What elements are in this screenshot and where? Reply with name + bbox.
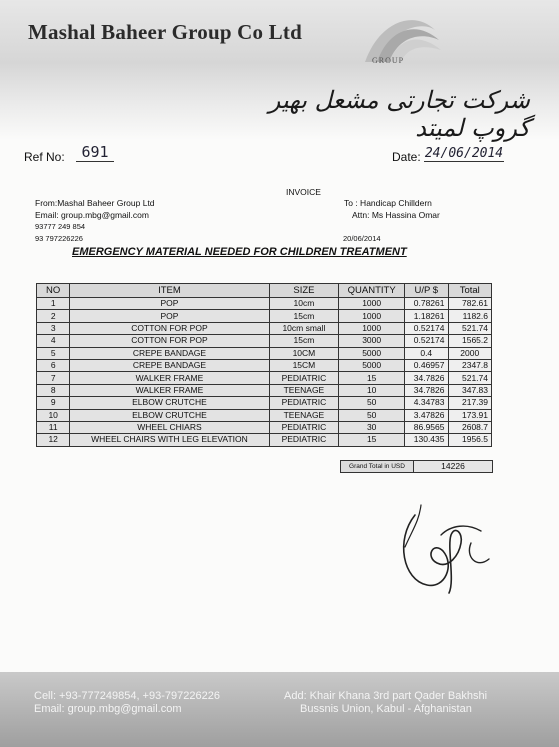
cell-unit-price: 86.9565 bbox=[405, 421, 448, 433]
cell-no: 7 bbox=[37, 372, 70, 384]
table-row bbox=[37, 310, 492, 322]
phone-line-1: 93777 249 854 bbox=[35, 222, 86, 231]
footer-address-2: Bussnis Union, Kabul - Afghanistan bbox=[300, 703, 472, 715]
cell-quantity: 10 bbox=[339, 384, 405, 396]
signature bbox=[385, 485, 505, 605]
items-table bbox=[36, 283, 492, 447]
from-line: From:Mashal Baheer Group Ltd bbox=[35, 198, 155, 208]
cell-quantity: 3000 bbox=[339, 335, 405, 347]
col-total: Total bbox=[448, 284, 492, 298]
cell-quantity: 1000 bbox=[339, 322, 405, 334]
cell-unit-price: 0.4 bbox=[405, 347, 448, 359]
cell-quantity: 50 bbox=[339, 409, 405, 421]
cell-size: 15cm bbox=[269, 335, 339, 347]
cell-quantity: 1000 bbox=[339, 310, 405, 322]
cell-quantity: 5000 bbox=[339, 347, 405, 359]
cell-size: 10cm small bbox=[269, 322, 339, 334]
to-line: To : Handicap Chilldern bbox=[344, 198, 432, 208]
table-row bbox=[37, 397, 492, 409]
cell-quantity: 1000 bbox=[339, 298, 405, 310]
cell-item: CREPE BANDAGE bbox=[70, 359, 269, 371]
cell-total: 782.61 bbox=[448, 298, 492, 310]
cell-item: WHEEL CHIARS bbox=[70, 421, 269, 433]
col-unit-price: U/P $ bbox=[405, 284, 448, 298]
cell-unit-price: 1.18261 bbox=[405, 310, 448, 322]
cell-unit-price: 34.7826 bbox=[405, 372, 448, 384]
cell-total: 1182.6 bbox=[448, 310, 492, 322]
cell-total: 2608.7 bbox=[448, 421, 492, 433]
table-row bbox=[37, 434, 492, 446]
cell-no: 6 bbox=[37, 359, 70, 371]
cell-quantity: 5000 bbox=[339, 359, 405, 371]
cell-item: CREPE BANDAGE bbox=[70, 347, 269, 359]
cell-no: 12 bbox=[37, 434, 70, 446]
cell-size: 15cm bbox=[269, 310, 339, 322]
date-value: 24/06/2014 bbox=[424, 146, 504, 161]
cell-unit-price: 4.34783 bbox=[405, 397, 448, 409]
cell-size: PEDIATRIC bbox=[269, 372, 339, 384]
cell-unit-price: 3.47826 bbox=[405, 409, 448, 421]
cell-total: 1956.5 bbox=[448, 434, 492, 446]
cell-size: TEENAGE bbox=[269, 409, 339, 421]
ref-value: 691 bbox=[76, 143, 114, 162]
grand-total-value: 14226 bbox=[413, 460, 493, 473]
cell-quantity: 15 bbox=[339, 434, 405, 446]
table-row bbox=[37, 409, 492, 421]
cell-total: 217.39 bbox=[448, 397, 492, 409]
cell-size: 15CM bbox=[269, 359, 339, 371]
cell-total: 521.74 bbox=[448, 322, 492, 334]
cell-total: 2347.8 bbox=[448, 359, 492, 371]
cell-unit-price: 34.7826 bbox=[405, 384, 448, 396]
cell-no: 5 bbox=[37, 347, 70, 359]
col-quantity: QUANTITY bbox=[339, 284, 405, 298]
cell-quantity: 15 bbox=[339, 372, 405, 384]
cell-no: 11 bbox=[37, 421, 70, 433]
col-size: SIZE bbox=[269, 284, 339, 298]
cell-unit-price: 0.52174 bbox=[405, 322, 448, 334]
company-name: Mashal Baheer Group Co Ltd bbox=[28, 20, 302, 44]
phone-line-2: 93 797226226 bbox=[35, 234, 83, 243]
date-label: Date: bbox=[392, 150, 421, 164]
cell-item: ELBOW CRUTCHE bbox=[70, 397, 269, 409]
table-row bbox=[37, 347, 492, 359]
cell-no: 1 bbox=[37, 298, 70, 310]
cell-quantity: 30 bbox=[339, 421, 405, 433]
table-row bbox=[37, 335, 492, 347]
cell-no: 4 bbox=[37, 335, 70, 347]
table-row bbox=[37, 298, 492, 310]
invoice-heading: EMERGENCY MATERIAL NEEDED FOR CHILDREN TREATMENT bbox=[72, 246, 407, 258]
cell-item: COTTON FOR POP bbox=[70, 322, 269, 334]
attn-line: Attn: Ms Hassina Omar bbox=[352, 210, 440, 220]
cell-no: 3 bbox=[37, 322, 70, 334]
cell-unit-price: 130.435 bbox=[405, 434, 448, 446]
cell-no: 8 bbox=[37, 384, 70, 396]
table-row bbox=[37, 384, 492, 396]
cell-size: PEDIATRIC bbox=[269, 434, 339, 446]
cell-total: 521.74 bbox=[448, 372, 492, 384]
cell-item: POP bbox=[70, 298, 269, 310]
footer-email: Email: group.mbg@gmail.com bbox=[34, 703, 182, 715]
cell-item: WALKER FRAME bbox=[70, 372, 269, 384]
table-header-row bbox=[37, 284, 492, 298]
cell-total: 2000 bbox=[448, 347, 492, 359]
cell-unit-price: 0.46957 bbox=[405, 359, 448, 371]
ref-label: Ref No: bbox=[24, 150, 65, 164]
cell-total: 1565.2 bbox=[448, 335, 492, 347]
table-row bbox=[37, 372, 492, 384]
col-no: NO bbox=[37, 284, 70, 298]
cell-size: PEDIATRIC bbox=[269, 421, 339, 433]
cell-item: WHEEL CHAIRS WITH LEG ELEVATION bbox=[70, 434, 269, 446]
cell-item: ELBOW CRUTCHE bbox=[70, 409, 269, 421]
cell-size: PEDIATRIC bbox=[269, 397, 339, 409]
cell-size: 10cm bbox=[269, 298, 339, 310]
footer-cell: Cell: +93-777249854, +93-797226226 bbox=[34, 690, 220, 702]
cell-item: COTTON FOR POP bbox=[70, 335, 269, 347]
cell-item: POP bbox=[70, 310, 269, 322]
cell-size: TEENAGE bbox=[269, 384, 339, 396]
invoice-date: 20/06/2014 bbox=[343, 234, 381, 243]
email-line: Email: group.mbg@gmail.com bbox=[35, 210, 149, 220]
table-row bbox=[37, 322, 492, 334]
cell-no: 10 bbox=[37, 409, 70, 421]
company-name-local: شرکت تجارتی مشعل بهیر گروپ لمیتد bbox=[268, 86, 530, 142]
cell-total: 173.91 bbox=[448, 409, 492, 421]
footer-address-1: Add: Khair Khana 3rd part Qader Bakhshi bbox=[284, 690, 488, 702]
grand-total-label: Grand Total in USD bbox=[340, 460, 414, 473]
logo-word: GROUP bbox=[372, 56, 405, 65]
col-item: ITEM bbox=[70, 284, 269, 298]
cell-no: 2 bbox=[37, 310, 70, 322]
cell-quantity: 50 bbox=[339, 397, 405, 409]
cell-unit-price: 0.78261 bbox=[405, 298, 448, 310]
cell-total: 347.83 bbox=[448, 384, 492, 396]
table-row bbox=[37, 359, 492, 371]
invoice-title: INVOICE bbox=[286, 187, 321, 197]
cell-no: 9 bbox=[37, 397, 70, 409]
cell-unit-price: 0.52174 bbox=[405, 335, 448, 347]
cell-size: 10CM bbox=[269, 347, 339, 359]
table-row bbox=[37, 421, 492, 433]
cell-item: WALKER FRAME bbox=[70, 384, 269, 396]
